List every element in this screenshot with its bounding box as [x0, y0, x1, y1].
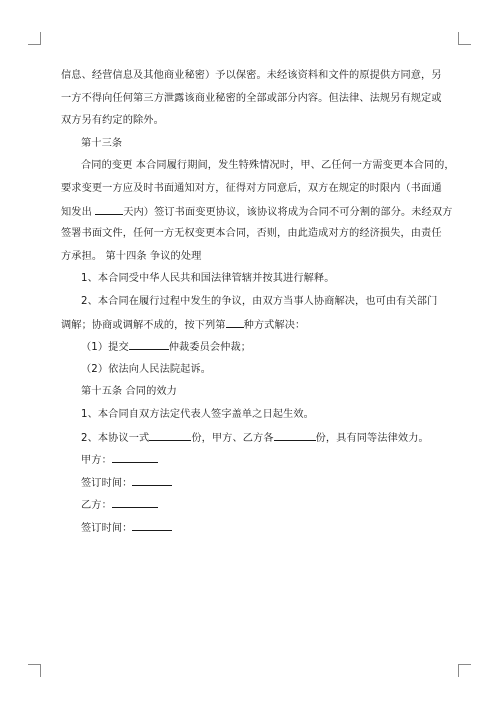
paragraph-line: 1、本合同受中华人民共和国法律管辖并按其进行解释。	[81, 273, 335, 285]
paragraph-line: （2）依法向人民法院起诉。	[81, 363, 212, 375]
signature-date-a: 签订时间：	[61, 475, 443, 498]
article-heading: 第十三条	[81, 137, 123, 149]
blank-days[interactable]	[95, 204, 123, 215]
paragraph-line: 要求变更一方应及时书面通知对方，征得对方同意后，双方在规定的时限内（书面通	[61, 182, 442, 194]
party-b-field[interactable]	[112, 497, 158, 508]
signature-party-a: 甲方：	[61, 452, 443, 475]
paragraph-line: 调解；协商或调解不成的，按下列第 种方式解决：	[61, 317, 443, 340]
document-body	[61, 68, 455, 542]
crop-mark-top-right	[458, 32, 471, 45]
blank-total-copies[interactable]	[149, 430, 191, 441]
crop-mark-bottom-left	[28, 664, 41, 677]
crop-mark-bottom-right	[458, 664, 471, 677]
paragraph-line: 方承担。 第十四条 争议的处理	[61, 250, 202, 262]
paragraph-line: 信息、经营信息及其他商业秘密）予以保密。未经该资料和文件的原提供方同意，另	[61, 70, 442, 81]
signature-party-b: 乙方：	[61, 497, 443, 520]
blank-arbitration-committee[interactable]	[129, 339, 169, 350]
article-heading: 第十五条 合同的效力	[81, 386, 177, 398]
sign-date-b-field[interactable]	[132, 520, 172, 531]
blank-each-copies[interactable]	[274, 430, 316, 441]
blank-method-number[interactable]	[226, 317, 244, 328]
signature-date-b: 签订时间：	[61, 520, 443, 543]
paragraph-line: 2、本协议一式 份，甲方、乙方各 份，具有同等法律效力。	[61, 430, 443, 453]
paragraph-line: 2、本合同在履行过程中发生的争议，由双方当事人协商解决，也可由有关部门	[81, 295, 438, 307]
party-a-field[interactable]	[112, 452, 158, 463]
crop-mark-top-left	[28, 32, 41, 45]
paragraph-line: （1）提交 仲裁委员会仲裁；	[61, 339, 443, 362]
paragraph-line: 知发出 天内）签订书面变更协议，该协议将成为合同不可分割的部分。未经双方	[61, 204, 443, 227]
paragraph-line: 一方不得向任何第三方泄露该商业秘密的全部或部分内容。但法律、法规另有规定或	[61, 92, 442, 104]
paragraph-line: 双方另有约定的除外。	[61, 115, 164, 127]
paragraph-line: 合同的变更 本合同履行期间，发生特殊情况时，甲、乙任何一方需变更本合同的，	[81, 160, 455, 172]
paragraph-line: 签署书面文件，任何一方无权变更本合同，否则，由此造成对方的经济损失，由责任	[61, 228, 442, 240]
paragraph-line: 1、本合同自双方法定代表人签字盖单之日起生效。	[81, 408, 314, 420]
sign-date-a-field[interactable]	[132, 475, 172, 486]
